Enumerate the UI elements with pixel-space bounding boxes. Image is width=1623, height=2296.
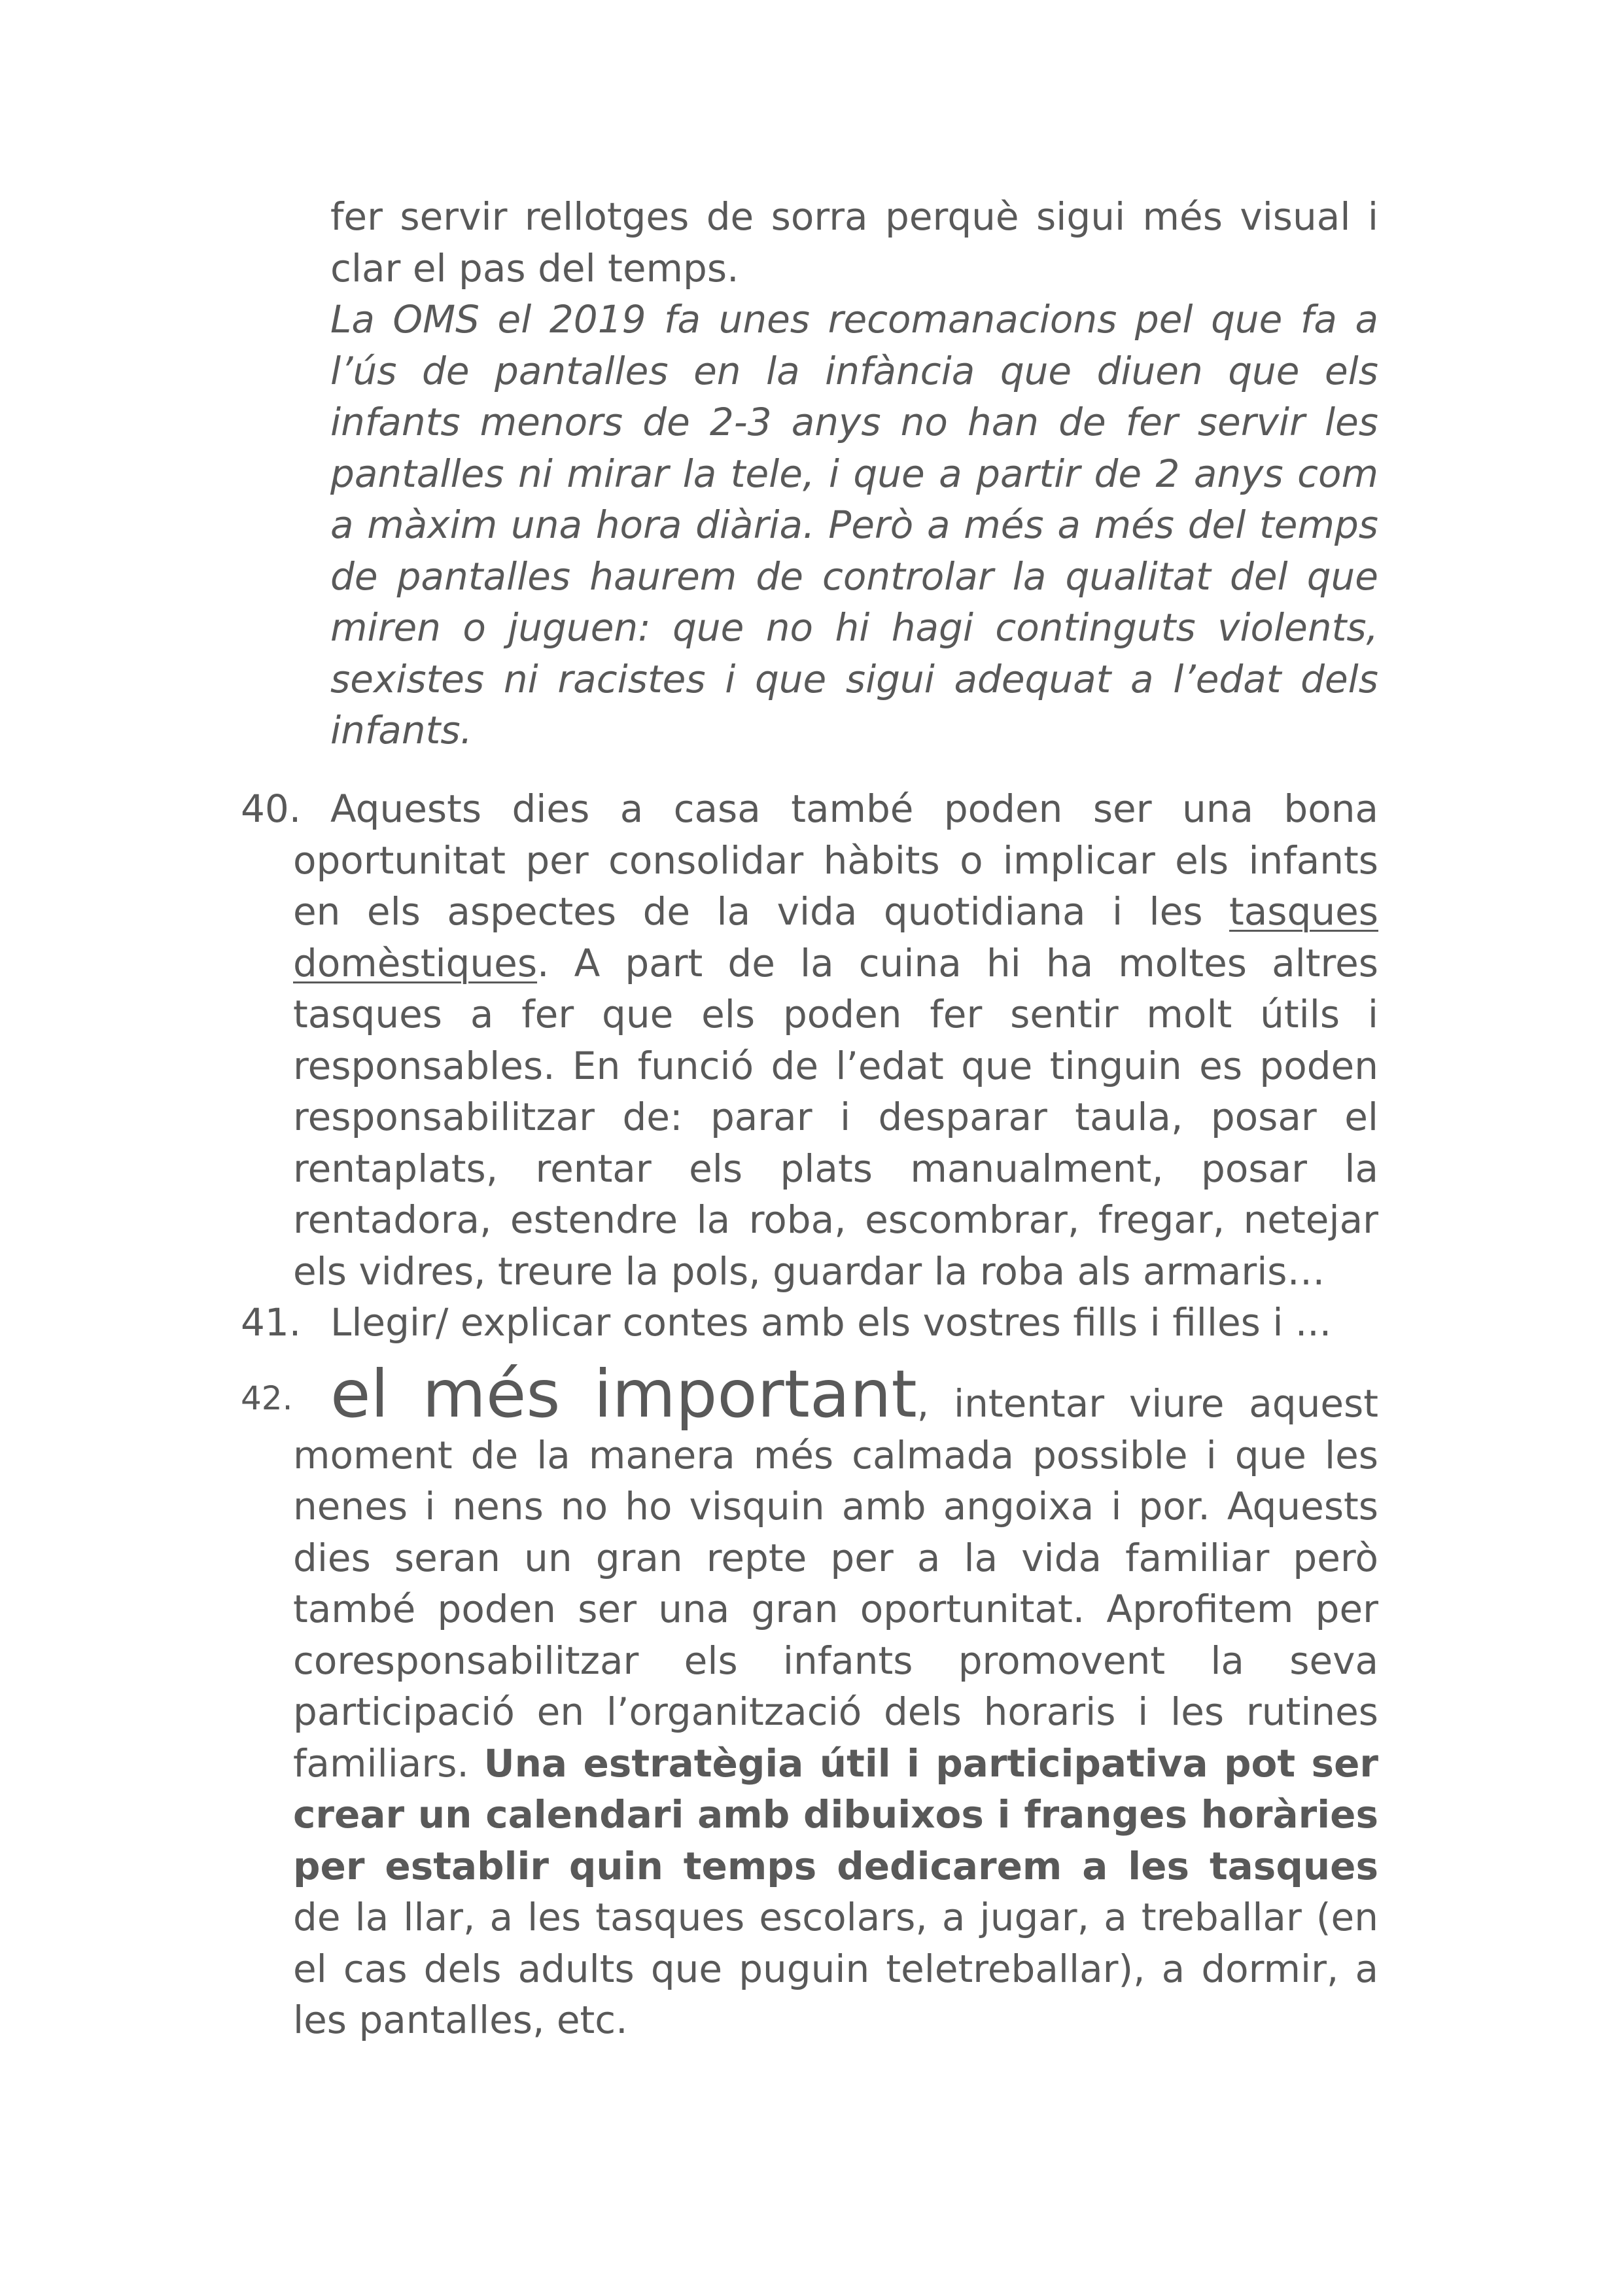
emphasis-lead: el més important [330,1356,917,1432]
item-text-part: Aquests dies a casa també poden ser una bona oportunitat per consolidar hàbits o implicar els infants en els aspectes de la vida quotidiana i les [293,786,1378,934]
item-number: 41. [241,1300,302,1345]
item-text-part: Llegir/ explicar contes amb els vostres fills i filles i ... [330,1300,1332,1345]
continuation-block [330,191,1378,756]
item-text [293,1297,1378,1349]
item-text-part: de la llar, a les tasques escolars, a jugar, a treballar (en el cas dels adults que puguin teletreballar), a dormir, a les pantalles, etc. [293,1895,1378,2042]
oms-recommendation-paragraph: La OMS el 2019 fa unes recomanacions pel que fa a l’ús de pantalles en la infància que diuen que els infants menors de 2-3 anys no han de fer servir les pantalles ni mirar la tele, i que a partir de 2 anys com a màxim una hora diària. Però a més a més del temps de pantalles haurem de controlar la qualitat del que miren o juguen: que no hi hagi continguts violents, sexistes ni racistes i que sigui adequat a l’edat dels infants. [330,297,1378,752]
item-number: 40. [241,786,302,831]
list-item-42 [241,1356,1379,2046]
domestic-tasks-link[interactable]: tasques domèstiques [293,889,1378,985]
item-text-part: , intentar viure aquest moment de la manera més calmada possible i que les nenes i nens no ho visquin amb angoixa i por. Aquests dies seran un gran repte per a la vida familiar però també poden ser una gran oportunitat. Aprofitem per coresponsabilitzar els infants promovent la seva participació en l’organització dels horaris i les rutines familiars. [293,1381,1378,1786]
item-text [293,1356,1379,2046]
bold-strategy-text: Una estratègia útil i participativa pot ser crear un calendari amb dibuixos i franges horàries per establir quin temps dedicarem a les tasques [293,1740,1379,1888]
item-text [293,783,1378,1297]
list-item-41 [241,1297,1378,1349]
continuation-paragraph: fer servir rellotges de sorra perquè sigui més visual i clar el pas del temps. [330,194,1378,291]
item-number: 42. [241,1379,293,1417]
list-item-40 [241,783,1378,1297]
item-text-part: . A part de la cuina hi ha moltes altres tasques a fer que els poden fer sentir molt útils i responsables. En funció de l’edat que tinguin es poden responsabilitzar de: parar i desparar taula, posar el rentaplats, rentar els plats manualment, posar la rentadora, estendre la roba, escombrar, fregar, netejar els vidres, treure la pols, guardar la roba als armaris… [293,940,1378,1294]
